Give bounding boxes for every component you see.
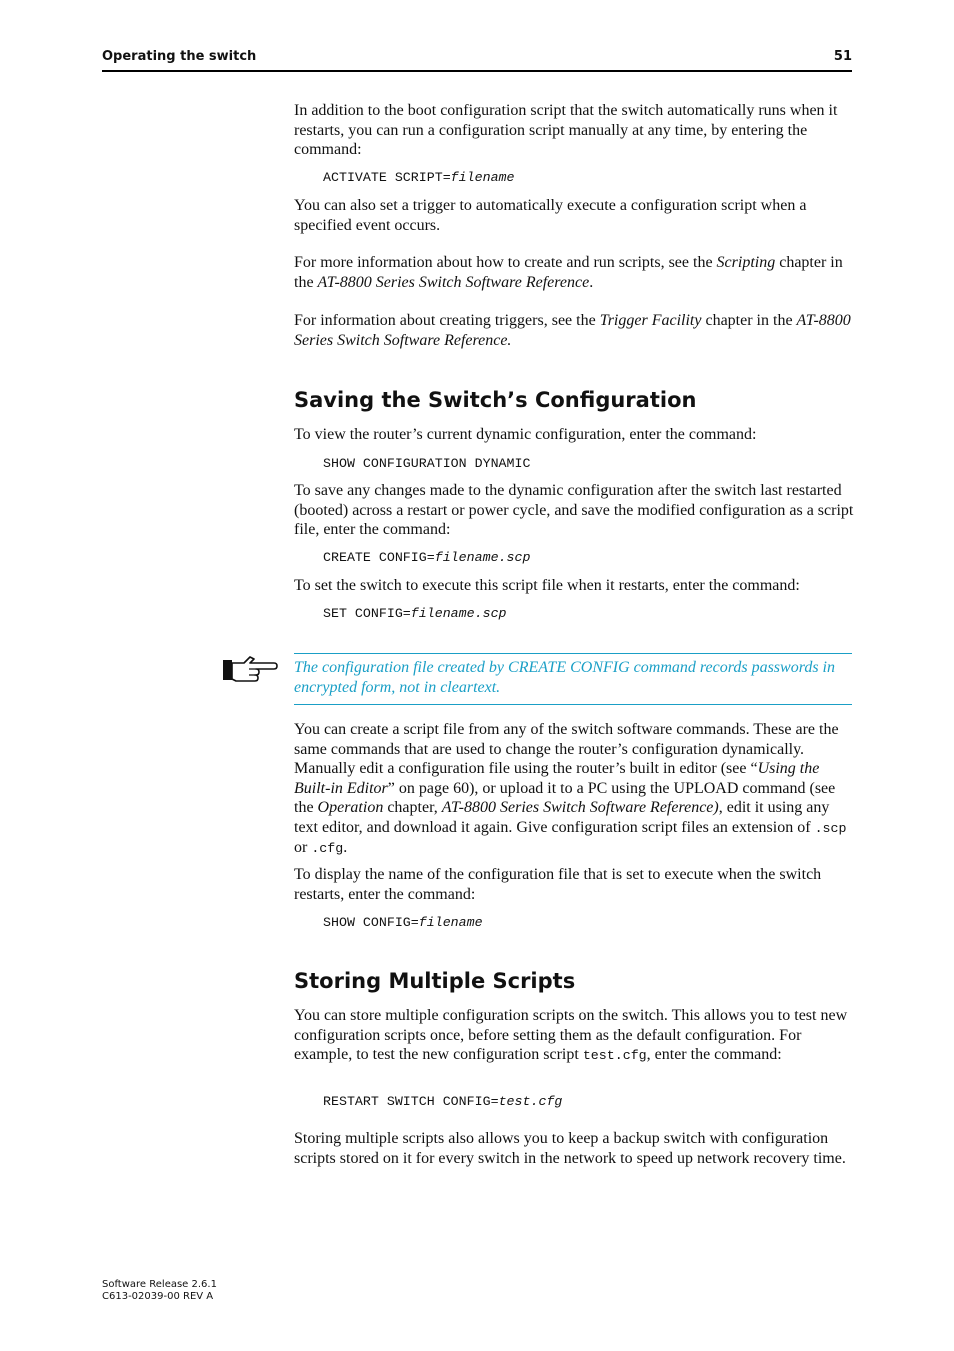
restart-switch-command — [323, 1094, 562, 1110]
command-argument: filename.scp — [434, 550, 531, 565]
built-in-editor-reference: Using the Built-in Editor — [294, 760, 820, 797]
activate-script-command — [323, 170, 515, 186]
note-box — [294, 653, 852, 705]
document-number: C613-02039-00 REV A — [102, 1291, 214, 1302]
create-config-command — [323, 550, 530, 566]
operation-chapter-reference: Operation — [317, 799, 384, 816]
set-config-command — [323, 606, 507, 622]
software-reference-title: AT-8800 Series Switch Software Reference — [317, 273, 590, 291]
storing-scripts-heading: Storing Multiple Scripts — [294, 969, 576, 993]
command-keyword: ACTIVATE SCRIPT= — [323, 170, 451, 185]
trigger-facility-reference: Trigger Facility — [599, 312, 702, 329]
section-title: Operating the switch — [102, 49, 257, 64]
scripting-chapter-reference: Scripting — [716, 254, 776, 271]
intro-paragraph-1: In addition to the boot configuration script that the switch automatically runs when it restarts, you can run a configuration script manually at any time, by entering the command: — [294, 102, 838, 158]
saving-paragraph-2: To save any changes made to the dynamic configuration after the switch last restarted (booted) across a restart or power cycle, and save the modified configuration as a script file, enter the command: — [294, 482, 854, 538]
saving-paragraph-1: To view the router’s current dynamic configuration, enter the command: — [294, 426, 757, 443]
footer — [102, 1279, 217, 1303]
command-argument: filename — [418, 915, 483, 930]
page-number: 51 — [833, 49, 852, 64]
show-config-command — [323, 915, 483, 931]
saving-paragraph-3: To set the switch to execute this script file when it restarts, enter the command: — [294, 577, 800, 594]
scp-extension: .scp — [814, 820, 847, 836]
saving-configuration-heading: Saving the Switch’s Configuration — [294, 388, 697, 412]
note-text: The configuration file created by CREATE CONFIG command records passwords in encrypted form, not in cleartext. — [294, 659, 835, 696]
command-argument: filename — [450, 170, 515, 185]
intro-paragraph-2: You can also set a trigger to automatically execute a configuration script when a specified event occurs. — [294, 197, 807, 234]
software-release: Software Release 2.6.1 — [102, 1279, 217, 1290]
saving-paragraph-5: To display the name of the configuration file that is set to execute when the switch restarts, enter the command: — [294, 866, 822, 903]
command-argument: filename.scp — [410, 606, 507, 621]
command-keyword: SET CONFIG= — [323, 606, 411, 621]
command-keyword: RESTART SWITCH CONFIG= — [323, 1094, 499, 1109]
saving-paragraph-4: You can create a script file from any of the switch software commands. These are the same commands that are used to change the router’s configuration dynamically. Manually edit a configuration file using the router’s built in editor (see “Using the Built-in Editor” on page 60), or upload it to a PC using the UPLOAD command (see the Operation chapter, AT-8800 Series Switch Software Reference), edit it using any text editor, and download it again. Give configuration script files an extension of .scp or .cfg. — [294, 721, 847, 856]
show-configuration-dynamic-command: SHOW CONFIGURATION DYNAMIC — [323, 456, 531, 471]
command-keyword: CREATE CONFIG= — [323, 550, 435, 565]
storing-paragraph-2: Storing multiple scripts also allows you to keep a backup switch with configuration scripts stored on it for every switch in the network to speed up network recovery time. — [294, 1130, 846, 1167]
cfg-extension: .cfg — [311, 841, 344, 856]
running-header — [102, 48, 852, 72]
pointing-hand-icon — [222, 654, 278, 684]
intro-paragraph-4: For information about creating triggers, see the Trigger Facility chapter in the AT-8800 Series Switch Software Reference. — [294, 312, 851, 349]
command-keyword: SHOW CONFIG= — [323, 915, 419, 930]
software-reference-title: AT-8800 Series Switch Software Reference. — [294, 312, 851, 349]
storing-paragraph-1: You can store multiple configuration scripts on the switch. This allows you to test new configuration scripts once, before setting them as the default configuration. For example, to test the new configuration script test.cfg, enter the command: — [294, 1007, 848, 1063]
intro-paragraph-3: For more information about how to create and run scripts, see the Scripting chapter in the AT-8800 Series Switch Software Reference. — [294, 254, 843, 291]
software-reference-title: AT-8800 Series Switch Software Reference) — [441, 799, 719, 816]
command-argument: test.cfg — [498, 1094, 563, 1109]
test-cfg-filename: test.cfg — [582, 1048, 647, 1063]
